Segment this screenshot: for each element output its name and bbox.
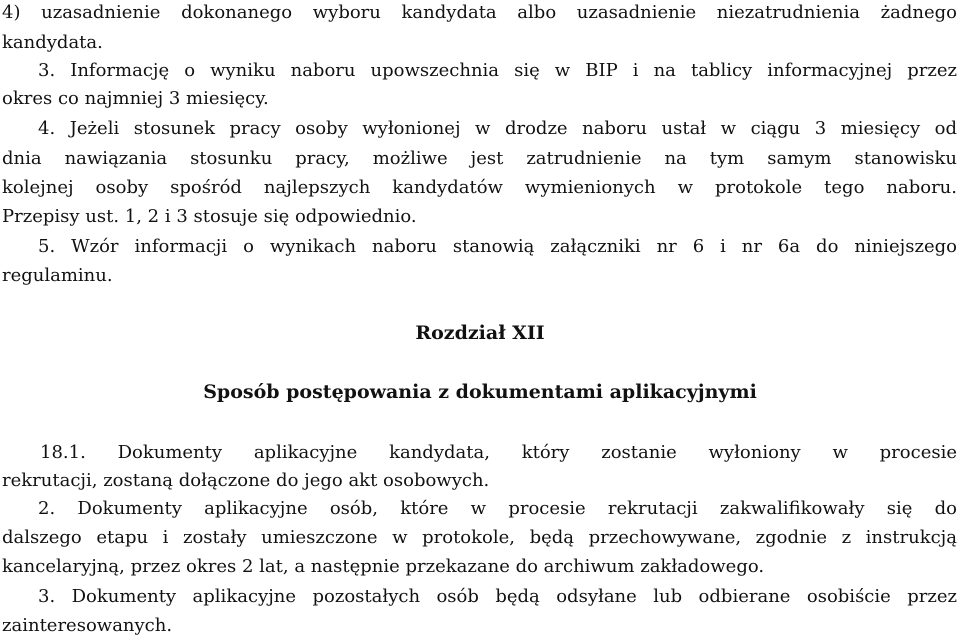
paragraph-18-1-line: 18.1. Dokumenty aplikacyjne kandydata, który zostanie wyłoniony w procesie (40, 442, 957, 463)
list-item-3-line: 3. Dokumenty aplikacyjne pozostałych osób będą odsyłane lub odbierane osobiście przez (38, 586, 957, 607)
text-line: dalszego etapu i zostały umieszczone w protokole, będą przechowywane, zgodnie z instrukcją (2, 527, 957, 548)
text-line: kolejnej osoby spośród najlepszych kandydatów wymienionych w protokole tego naboru. (2, 177, 957, 198)
text-line: dnia nawiązania stosunku pracy, możliwe jest zatrudnienie na tym samym stanowisku (2, 148, 957, 169)
text-line: Przepisy ust. 1, 2 i 3 stosuje się odpowiednio. (2, 206, 417, 227)
list-item-2-line: 2. Dokumenty aplikacyjne osób, które w procesie rekrutacji zakwalifikowały się do (38, 498, 957, 519)
section-title: Sposób postępowania z dokumentami aplikacyjnymi (203, 381, 757, 403)
text-line: kandydata. (2, 32, 103, 53)
text-line: kancelaryjną, przez okres 2 lat, a następnie przekazane do archiwum zakładowego. (2, 556, 765, 577)
text-line: rekrutacji, zostaną dołączone do jego akt osobowych. (2, 470, 490, 491)
list-item-3-line: 3. Informację o wyniku naboru upowszechnia się w BIP i na tablicy informacyjnej przez (38, 60, 957, 81)
list-item-4-line: 4. Jeżeli stosunek pracy osoby wyłonionej w drodze naboru ustał w ciągu 3 miesięcy od (38, 118, 957, 139)
text-line: zainteresowanych. (2, 615, 173, 636)
text-line: regulaminu. (2, 265, 113, 286)
chapter-heading: Rozdział XII (415, 322, 545, 344)
list-item-5-line: 5. Wzór informacji o wynikach naboru stanowią załączniki nr 6 i nr 6a do niniejszego (38, 236, 957, 257)
text-line: 4) uzasadnienie dokonanego wyboru kandydata albo uzasadnienie niezatrudnienia żadnego (2, 2, 957, 23)
text-line: okres co najmniej 3 miesięcy. (2, 88, 269, 109)
